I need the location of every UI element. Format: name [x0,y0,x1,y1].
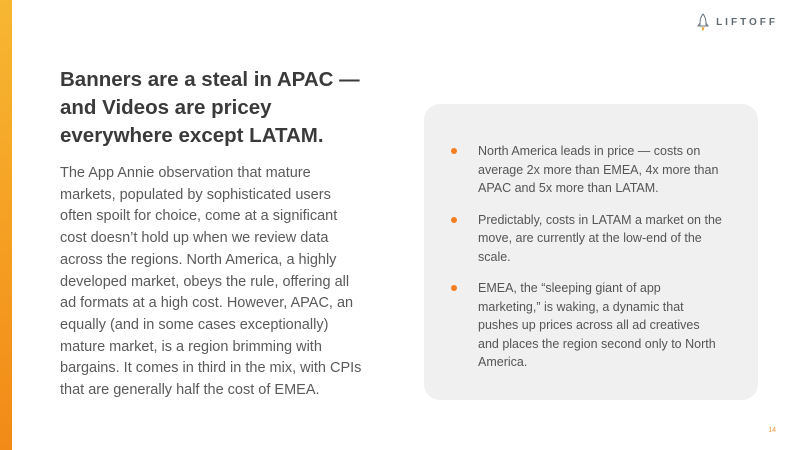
body-line: mature market, is a region brimming with [60,338,322,355]
title-line: Banners are a steal in APAC — [60,68,360,91]
bullet-dot-icon [451,285,457,291]
bullet-line: America. [478,355,528,369]
bullet-line: pushes up prices across all ad creatives [478,318,700,332]
body-paragraph [60,163,400,402]
body-line: developed market, obeys the rule, offering all [60,273,350,290]
page-number: 14 [768,427,776,434]
rocket-icon [697,13,709,31]
bullet-text [478,142,748,198]
slide-title [60,66,400,150]
title-line: everywhere except LATAM. [60,124,324,147]
body-line: often spoilt for choice, come at a significant [60,208,338,225]
bullet-dot-icon [451,217,457,223]
bullet-line: and places the region second only to North [478,336,716,351]
bullet-item [448,211,748,267]
body-line: across the regions. North America, a highly [60,251,337,268]
bullet-line: scale. [478,249,511,264]
accent-bar [0,0,12,450]
title-line: and Videos are pricey [60,96,272,119]
liftoff-logo [697,12,778,32]
body-line: equally (and in some cases exceptionally) [60,316,329,333]
bullet-line: average 2x more than EMEA, 4x more than [478,162,719,177]
body-line: cost doesn’t hold up when we review data [60,230,329,247]
body-line: that are generally half the cost of EMEA. [60,382,320,399]
body-line: markets, populated by sophisticated users [60,186,331,203]
body-line: bargains. It comes in third in the mix, with CPIs [60,360,362,377]
body-line: The App Annie observation that mature [60,165,311,181]
body-line: ad formats at a high cost. However, APAC, an [60,295,354,312]
bullet-line: marketing,” is waking, a dynamic that [478,299,684,314]
bullet-text [478,279,748,372]
bullet-line: move, are currently at the low-end of the [478,231,702,245]
logo-wordmark: LIFTOFF [716,16,778,28]
bullet-dot-icon [451,148,457,154]
bullet-line: EMEA, the “sleeping giant of app [478,281,661,295]
bullet-line: APAC and 5x more than LATAM. [478,181,659,195]
bullet-text [478,211,748,267]
bullet-item [448,279,748,372]
bullet-line: North America leads in price — costs on [478,144,701,158]
highlights-list [448,142,748,385]
bullet-line: Predictably, costs in LATAM a market on the [478,212,722,227]
bullet-item [448,142,748,198]
